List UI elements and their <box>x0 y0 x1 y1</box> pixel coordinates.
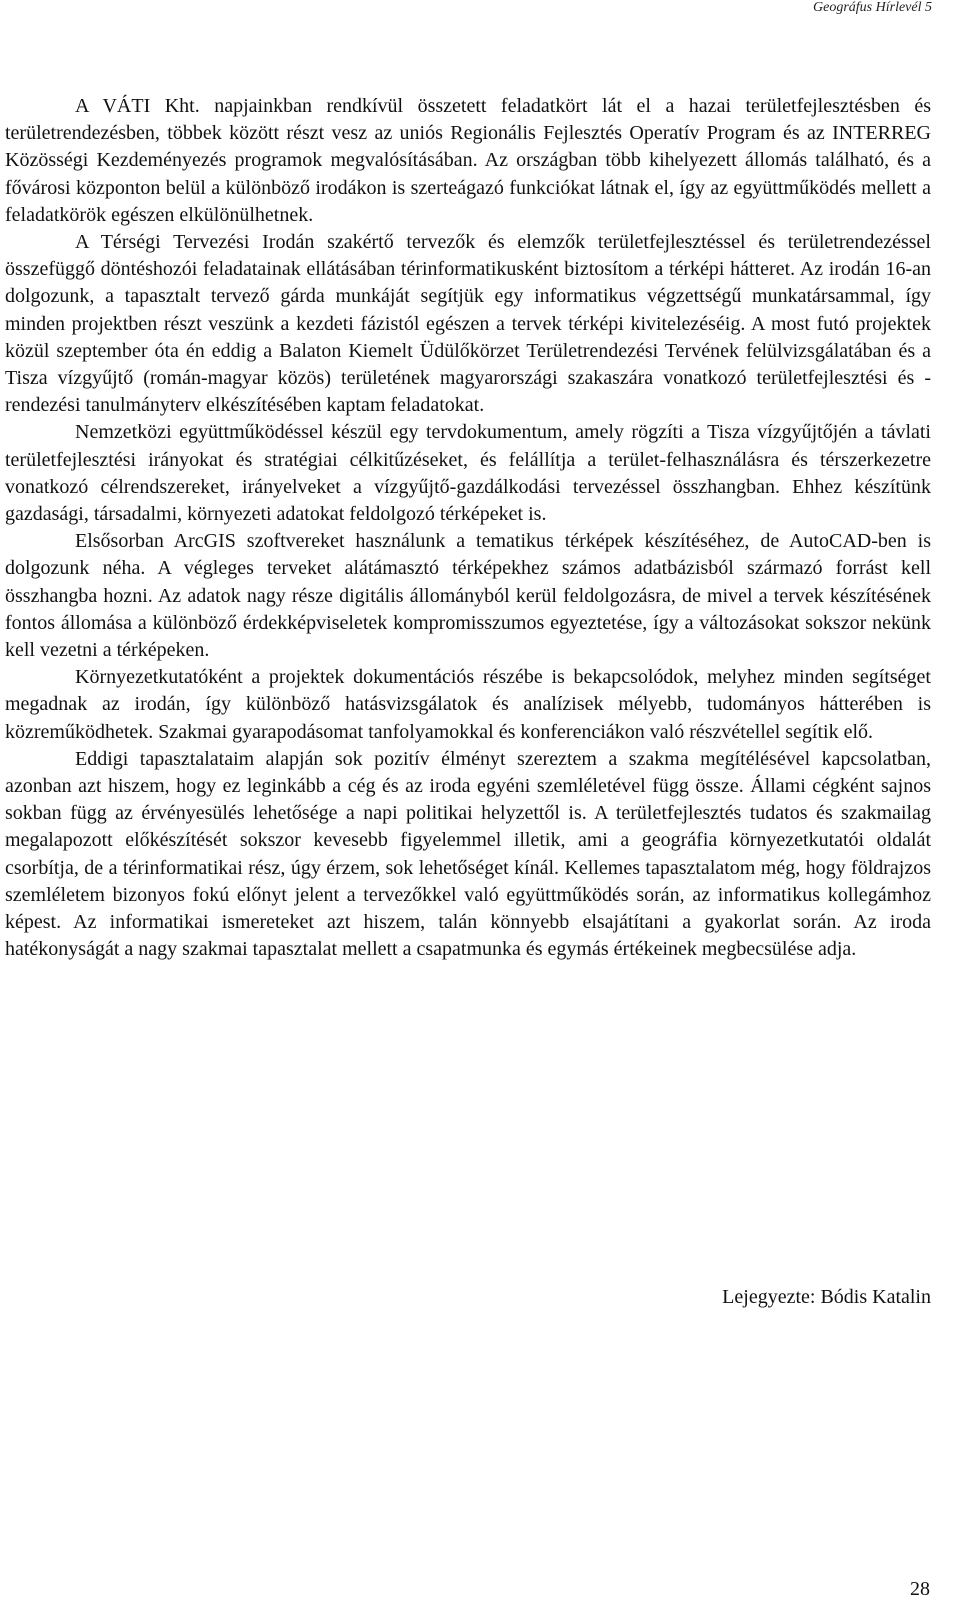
paragraph-4: Elsősorban ArcGIS szoftvereket használunk a tematikus térképek készítéséhez, de AutoCAD-ben is dolgozunk néha. A végleges terveket alátámasztó térképekhez számos adatbázisból származó forrást kell összhangba hozni. Az adatok nagy része digitális állományból kerül feldolgozásra, de mivel a tervek készítésének fontos állomása a különböző érdekképviseletek kompromisszumos egyeztetése, így a változásokat sokszor nekünk kell vezetni a térképeken. <box>5 530 931 662</box>
article-body <box>5 93 931 964</box>
paragraph-1: A VÁTI Kht. napjainkban rendkívül összetett feladatkört lát el a hazai területfejlesztésben és területrendezésben, többek között részt vesz az uniós Regionális Fejlesztés Operatív Program és az INTERREG Közösségi Kezdeményezés programok megvalósításában. Az országban több kihelyezett állomás található, és a fővárosi központon belül a különböző irodákon is szerteágazó funkciókat látnak el, így az együttműködés mellett a feladatkörök egészen elkülönülhetnek. <box>5 95 931 226</box>
paragraph-2: A Térségi Tervezési Irodán szakértő tervezők és elemzők területfejlesztéssel és területrendezéssel összefüggő döntéshozói feladatainak ellátásában térinformatikusként biztosítom a térképi hátteret. Az irodán 16-an dolgozunk, a tapasztalt tervező gárda munkáját segítjük egy informatikus végzettségű munkatársammal, így minden projektben részt veszünk a kezdeti fázistól egészen a tervek térképi kivitelezéséig. A most futó projektek közül szeptember óta én eddig a Balaton Kiemelt Üdülőkörzet Területrendezési Tervének felülvizsgálatában és a Tisza vízgyűjtő (román-magyar közös) területének magyarországi szakaszára vonatkozó területfejlesztési és -rendezési tanulmányterv elkészítésében kaptam feladatokat. <box>5 231 931 417</box>
paragraph-6: Eddigi tapasztalataim alapján sok pozitív élményt szereztem a szakma megítélésével kapcsolatban, azonban azt hiszem, hogy ez leginkább a cég és az iroda egyéni szemléletével függ össze. Állami cégként sajnos sokban függ az érvényesülés lehetősége a napi politikai helyzettől is. A területfejlesztés tudatos és szakmailag megalapozott előkészítését sokszor kevesebb figyelemmel illetik, ami a geográfia környezetkutatói oldalát csorbítja, de a térinformatikai rész, úgy érzem, sok lehetőséget kínál. Kellemes tapasztalatom még, hogy földrajzos szemléletem bizonyos fokú előnyt jelent a tervezőkkel való együttműködés során, az informatikus kollegámhoz képest. Az informatikai ismereteket azt hiszem, talán könnyebb elsajátítani a gyakorlat során. Az iroda hatékonyságát a nagy szakmai tapasztalat mellett a csapatmunka és egymás értékeinek megbecsülése adja. <box>5 747 931 961</box>
running-header: Geográfus Hírlevél 5 <box>813 0 932 15</box>
paragraph-5: Környezetkutatóként a projektek dokumentációs részébe is bekapcsolódok, melyhez minden segítséget megadnak az irodán, így különböző hatásvizsgálatok és analízisek mélyebb, tudományos hátterében is közreműködhetek. Szakmai gyarapodásomat tanfolyamokkal és konferenciákon való részvétellel segítik elő. <box>5 666 931 743</box>
paragraph-3: Nemzetközi együttműködéssel készül egy tervdokumentum, amely rögzíti a Tisza vízgyűjtőjén a távlati területfejlesztési irányokat és stratégiai célkitűzéseket, és felállítja a terület-felhasználásra és térszerkezetre vonatkozó célrendszereket, irányelveket a vízgyűjtő-gazdálkodási tervezéssel összhangban. Ehhez készítünk gazdasági, társadalmi, környezeti adatokat feldolgozó térképeket is. <box>5 421 931 526</box>
page-number: 28 <box>910 1578 930 1600</box>
author-signature: Lejegyezte: Bódis Katalin <box>722 1286 931 1308</box>
